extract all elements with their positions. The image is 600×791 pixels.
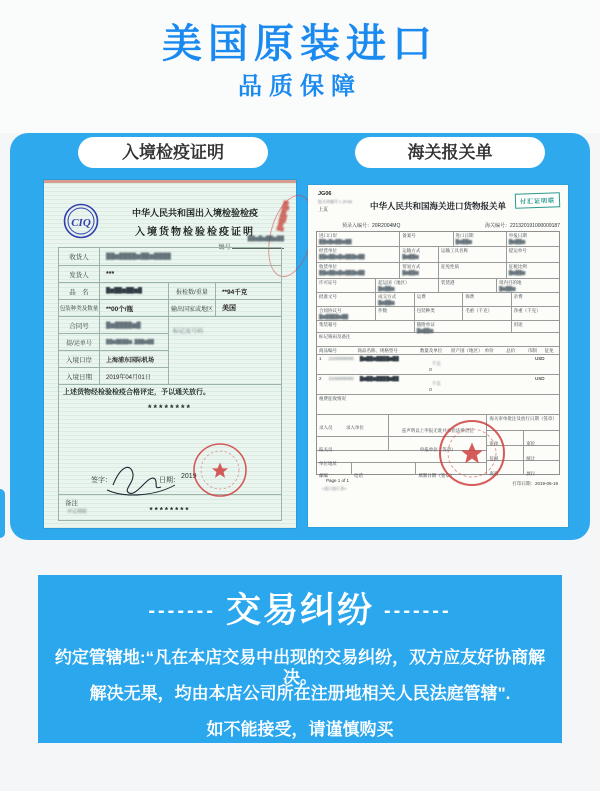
notes-label: 备注	[65, 500, 78, 507]
tab-quarantine-certificate[interactable]: 入境检疫证明	[78, 137, 268, 168]
grid-row: 进口口岸 ██▆█▆██▆██ 备案号 进口日期 █▆██▆ 申报日期 █▆██▆	[317, 232, 559, 246]
item-row: 2 2106909090 █▆██▆████▆██ 0 千克 USD	[317, 374, 559, 394]
print-date: 打印日期：2019-06-19	[512, 481, 558, 486]
table-row: 入境口岸 上海浦东国际机场	[59, 350, 168, 367]
table-row: 合同号 █▆████▆█	[59, 316, 168, 333]
dispute-title: 交易纠纷	[225, 591, 374, 630]
item-row: 1 2106909090 █▆██▆████▆██ 0 千克 USD	[317, 354, 559, 374]
dash-decoration-left: -------	[148, 600, 216, 622]
declaration-block: 录入员 录入单位 兹声明以上申报无讹并承担法律责任 报关员 申报单位（签章） 单位地址 邮编 电话 填制日期（签章） 海关审单批注及放行日期（签章） 审单 审价 征税 统计 查验 放行	[317, 414, 559, 474]
serial-label: 编号	[218, 245, 231, 251]
table-lower-block	[59, 316, 281, 384]
release-note: «进口放行条»	[322, 486, 347, 491]
official-red-seal	[191, 441, 249, 499]
table-row: 入境日期 2019年04月01日	[59, 367, 168, 384]
date-label: 日期：	[159, 477, 180, 484]
form-meta: 报关单编号 1 2F2B	[318, 199, 353, 204]
certificate-title-line2: 入境货物检验检疫证明	[135, 227, 255, 238]
masked-dots: ********	[147, 403, 193, 413]
documents-panel	[10, 133, 590, 540]
form-code: JG06	[318, 191, 332, 197]
tax-row: 税费征收情况	[317, 394, 559, 414]
certificate-title-line1: 中华人民共和国出入境检验检疫	[131, 208, 258, 218]
entry-numbers-row	[342, 222, 560, 229]
tab-customs-declaration[interactable]: 海关报关单	[355, 137, 545, 168]
masked-dots: ********	[149, 506, 191, 515]
certificate-statement-box	[58, 383, 282, 495]
grid-row: 批准文号 成交方式 █▆██▆ 运费 保费 杂费	[317, 292, 559, 306]
customs-number: 海关编号：221320191000009187	[484, 223, 560, 229]
table-row: 发货人 ***	[59, 265, 281, 282]
svg-text:CIQ: CIQ	[71, 217, 91, 229]
photo-edge-strip	[44, 180, 296, 183]
dispute-title-row	[38, 589, 562, 633]
payment-voucher-stamp: 付汇证明联	[515, 192, 561, 209]
red-stamp-fragment: ▆█▆██▆█	[260, 190, 321, 282]
marks-and-numbers-cell: 标记及号码	[168, 316, 281, 384]
table-row: 包装种类及数量 **00个/瓶 输出国家或地区 美国	[59, 299, 281, 316]
signature-label: 签字：	[91, 477, 112, 484]
quarantine-certificate-document	[44, 180, 296, 528]
prev-page-label: 上页	[318, 207, 329, 213]
ciq-logo-icon	[62, 202, 100, 240]
pre-entry-number: 预录入编号：20R2004MQ	[342, 223, 401, 229]
grid-row: 标记唛码及备注	[317, 332, 559, 346]
grid-row: 集装箱号 随附单证 █▆██▆ 用途	[317, 320, 559, 332]
certificate-notes-box	[58, 495, 282, 521]
dispute-text-line: 解决无果，均由本店公司所在注册地相关人民法庭管辖".	[89, 684, 511, 703]
certificate-table	[58, 247, 282, 385]
table-row: 品 名 █▆██▆██▆█ 报检数/重量 **94千克	[59, 282, 281, 299]
date-value: 2019	[181, 473, 197, 480]
page-title: 美国原装进口	[162, 22, 438, 66]
items-header-row: 商品编号 商品名称、规格型号 数量及单位 原产国（地区） 单价 总价 币制 征免	[317, 346, 559, 354]
page-subtitle: 品质保障	[238, 73, 362, 100]
notes-subtext: 评定期限	[67, 509, 88, 515]
grid-row: 许可证号 起运国（地区） █▆██▆ 装货港 境内目的地 █▆██▆	[317, 278, 559, 292]
left-edge-widget[interactable]	[0, 489, 5, 538]
table-row: 收货人 ██▆████▆██▆████	[59, 248, 281, 265]
page-indicator: Page 1 of 1	[326, 478, 350, 483]
grid-row: 经营单位 ██▆██▆█▆███▆██ 运输方式 █▆██▆ 运输工具名称 提运单号	[317, 246, 559, 262]
grid-row: 收货单位 ██▆██▆█▆███▆██ 贸易方式 █▆██▆ 征免性质 征税比例 █▆██▆	[317, 262, 559, 278]
dispute-panel	[38, 575, 562, 743]
dispute-text-line: 约定管辖地:“凡在本店交易中出现的交易纠纷，双方应友好协商解决。	[54, 648, 546, 687]
serial-number: ██▆█▆██▆██	[247, 236, 284, 242]
company-red-seal	[437, 418, 507, 488]
dash-decoration-right: -------	[384, 600, 452, 622]
clearance-statement: 上述货物经检验检疫合格评定，予以通关放行。	[63, 389, 210, 396]
customs-title: 中华人民共和国海关进口货物报关单	[369, 201, 506, 211]
dispute-text-line: 如不能接受，请谨慎购买	[206, 720, 394, 739]
customs-declaration-document	[308, 185, 568, 527]
table-row: 提/运单号 ██▆████▆_███▆██	[59, 333, 168, 350]
grid-row: 合同协议号 █▆████▆██ 件数 包装种类 毛重（千克） 净重（千克）	[317, 306, 559, 320]
